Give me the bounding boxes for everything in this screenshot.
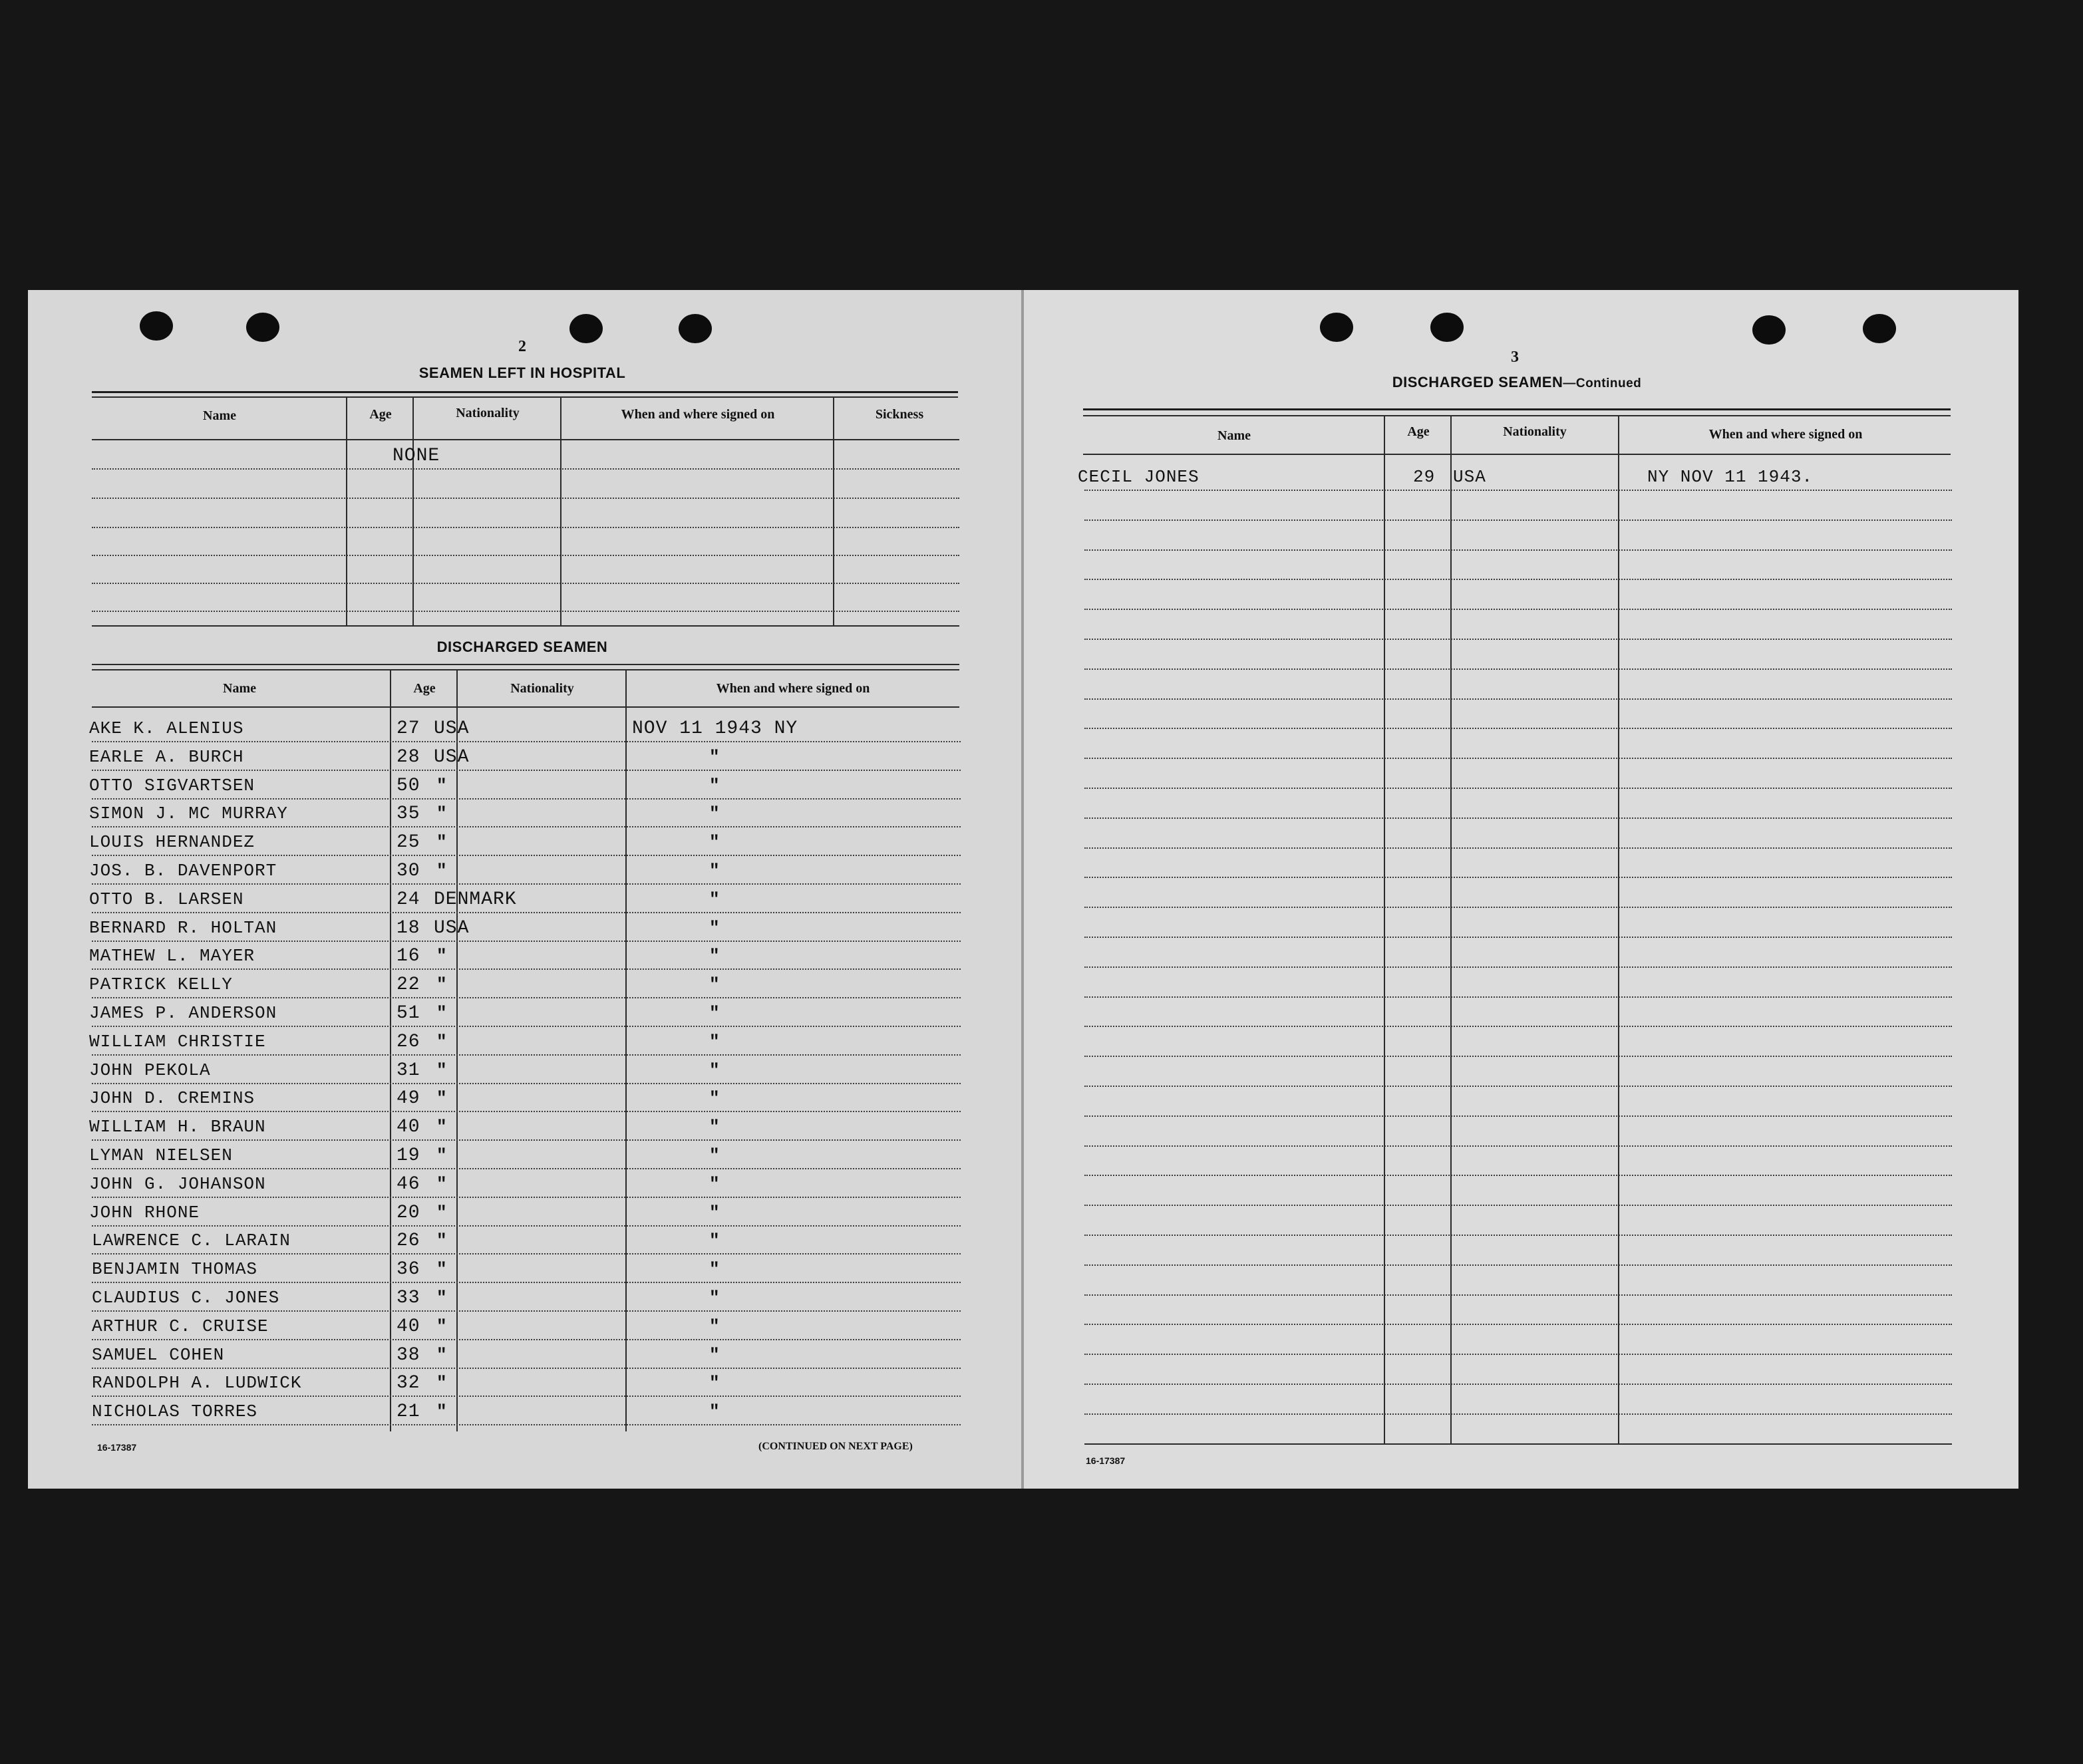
- seaman-signed-on: ": [709, 1231, 720, 1250]
- col-header-nationality: Nationality: [1503, 424, 1567, 439]
- seaman-age: 49: [397, 1088, 420, 1109]
- row-line: [1084, 698, 1952, 700]
- row-line: [1084, 1175, 1952, 1176]
- seaman-nationality: ": [436, 1203, 447, 1223]
- row-line: [1084, 519, 1952, 521]
- col-header-signed-on: When and where signed on: [716, 681, 870, 696]
- col-header-name: Name: [203, 408, 236, 423]
- seaman-name: LOUIS HERNANDEZ: [89, 832, 255, 852]
- seaman-nationality: ": [436, 776, 447, 796]
- seaman-name: MATHEW L. MAYER: [89, 946, 255, 966]
- row-line: [92, 855, 961, 856]
- row-line: [92, 1396, 961, 1397]
- seaman-name: JOS. B. DAVENPORT: [89, 861, 277, 881]
- seaman-age: 40: [397, 1316, 420, 1337]
- seaman-name: WILLIAM H. BRAUN: [89, 1117, 266, 1137]
- col-header-signed-on: When and where signed on: [621, 407, 775, 422]
- seaman-nationality: ": [436, 1117, 447, 1137]
- seaman-nationality: ": [436, 1259, 447, 1279]
- seaman-age: 50: [397, 776, 420, 796]
- seaman-name: OTTO SIGVARTSEN: [89, 776, 255, 796]
- seaman-name: LAWRENCE C. LARAIN: [92, 1231, 291, 1250]
- seaman-nationality: USA: [434, 747, 470, 768]
- seaman-name: WILLIAM CHRISTIE: [89, 1032, 266, 1052]
- seaman-age: 30: [397, 861, 420, 881]
- binder-hole: [246, 313, 279, 342]
- row-line: [1084, 1026, 1952, 1027]
- seaman-nationality: ": [436, 1401, 447, 1421]
- col-header-age: Age: [1407, 424, 1430, 439]
- seaman-age: 18: [397, 918, 420, 939]
- row-line: [92, 1225, 961, 1227]
- seaman-name: PATRICK KELLY: [89, 974, 233, 994]
- row-line: [92, 968, 961, 970]
- row-line: [92, 1026, 961, 1027]
- row-line: [1084, 1264, 1952, 1266]
- seaman-signed-on: ": [709, 974, 720, 994]
- seaman-nationality: ": [436, 1003, 447, 1023]
- col-header-name: Name: [223, 681, 256, 696]
- section-title-hospital: SEAMEN LEFT IN HOSPITAL: [418, 365, 626, 381]
- seaman-nationality: ": [436, 1316, 447, 1336]
- seaman-age: 40: [397, 1117, 420, 1137]
- col-header-signed-on: When and where signed on: [1708, 427, 1863, 442]
- binder-hole: [1863, 314, 1896, 343]
- title-text: DISCHARGED SEAMEN: [1392, 374, 1563, 390]
- col-header-nationality: Nationality: [456, 406, 520, 420]
- seaman-name: ARTHUR C. CRUISE: [92, 1316, 269, 1336]
- seaman-nationality: ": [436, 1174, 447, 1194]
- seaman-nationality: ": [436, 1231, 447, 1250]
- page-number: 3: [1511, 349, 1519, 366]
- binder-hole: [140, 311, 173, 341]
- seaman-signed-on: ": [709, 1003, 720, 1023]
- seaman-name: SIMON J. MC MURRAY: [89, 804, 288, 823]
- binder-hole: [679, 314, 712, 343]
- row-line: [1084, 639, 1952, 640]
- seaman-age: 24: [397, 889, 420, 910]
- page-number: 2: [518, 338, 526, 355]
- row-line: [92, 1368, 961, 1369]
- row-line: [92, 941, 961, 942]
- seaman-name: CLAUDIUS C. JONES: [92, 1288, 280, 1308]
- row-line: [1084, 668, 1952, 670]
- row-line: [92, 1168, 961, 1169]
- form-number: 16-17387: [1086, 1455, 1126, 1466]
- row-line: [92, 912, 961, 913]
- seaman-nationality: USA: [1453, 467, 1486, 487]
- seaman-signed-on: ": [709, 1032, 720, 1052]
- row-line: [92, 1083, 961, 1084]
- seaman-nationality: ": [436, 804, 447, 823]
- seaman-nationality: ": [436, 1145, 447, 1165]
- row-line: [1084, 1324, 1952, 1325]
- seaman-age: 19: [397, 1145, 420, 1166]
- seaman-age: 32: [397, 1373, 420, 1394]
- continued-note: (CONTINUED ON NEXT PAGE): [758, 1441, 913, 1452]
- row-line: [1084, 1354, 1952, 1355]
- seaman-name: OTTO B. LARSEN: [89, 889, 244, 909]
- binder-hole: [569, 314, 603, 343]
- section-title-discharged: DISCHARGED SEAMEN: [436, 639, 608, 655]
- seaman-signed-on: ": [709, 946, 720, 966]
- seaman-nationality: ": [436, 832, 447, 852]
- seaman-signed-on: ": [709, 889, 720, 909]
- row-line: [92, 1282, 961, 1283]
- form-number: 16-17387: [97, 1442, 137, 1453]
- seaman-signed-on: ": [709, 1174, 720, 1194]
- row-line: [92, 1253, 961, 1254]
- seaman-name: JOHN G. JOHANSON: [89, 1174, 266, 1194]
- seaman-signed-on: NOV 11 1943 NY: [632, 718, 798, 739]
- row-line: [92, 1054, 961, 1056]
- seaman-signed-on: ": [709, 1401, 720, 1421]
- row-line: [1084, 877, 1952, 878]
- row-line: [92, 883, 961, 885]
- seaman-age: 28: [397, 747, 420, 768]
- row-line: [1084, 788, 1952, 789]
- row-line: [92, 770, 961, 771]
- seaman-name: AKE K. ALENIUS: [89, 718, 244, 738]
- seaman-nationality: ": [436, 1373, 447, 1393]
- seaman-signed-on: ": [709, 1145, 720, 1165]
- seaman-signed-on: ": [709, 1288, 720, 1308]
- seaman-name: JOHN D. CREMINS: [89, 1088, 255, 1108]
- seaman-age: 26: [397, 1032, 420, 1052]
- seaman-age: 26: [397, 1231, 420, 1251]
- seaman-age: 33: [397, 1288, 420, 1308]
- row-line: [92, 826, 961, 827]
- col-header-age: Age: [413, 681, 436, 696]
- row-line: [1084, 490, 1952, 491]
- seaman-signed-on: ": [709, 804, 720, 823]
- seaman-age: 51: [397, 1003, 420, 1024]
- seaman-age: 21: [397, 1401, 420, 1422]
- seaman-signed-on: ": [709, 1345, 720, 1365]
- row-line: [1084, 937, 1952, 938]
- col-header-name: Name: [1217, 428, 1251, 443]
- seaman-signed-on: ": [709, 747, 720, 767]
- seaman-age: 22: [397, 974, 420, 995]
- row-line: [1084, 966, 1952, 968]
- row-line: [1084, 549, 1952, 551]
- row-line: [92, 1139, 961, 1141]
- row-line: [92, 1310, 961, 1312]
- row-line: [1084, 1115, 1952, 1117]
- seaman-nationality: ": [436, 1345, 447, 1365]
- binder-hole: [1430, 313, 1464, 342]
- seaman-age: 16: [397, 946, 420, 966]
- seaman-signed-on: ": [709, 918, 720, 938]
- seaman-age: 27: [397, 718, 420, 739]
- seaman-nationality: DENMARK: [434, 889, 517, 910]
- seaman-nationality: USA: [434, 718, 470, 739]
- seaman-signed-on: ": [709, 1203, 720, 1223]
- row-line: [1084, 579, 1952, 580]
- seaman-signed-on: ": [709, 1060, 720, 1080]
- row-line: [1084, 1205, 1952, 1206]
- row-line: [1084, 728, 1952, 729]
- seaman-name: NICHOLAS TORRES: [92, 1401, 258, 1421]
- row-line: [92, 798, 961, 800]
- seaman-nationality: ": [436, 946, 447, 966]
- seaman-name: LYMAN NIELSEN: [89, 1145, 233, 1165]
- row-line: [92, 1424, 961, 1425]
- seaman-name: SAMUEL COHEN: [92, 1345, 225, 1365]
- seaman-name: EARLE A. BURCH: [89, 747, 244, 767]
- seaman-name: JOHN PEKOLA: [89, 1060, 211, 1080]
- row-line: [92, 1339, 961, 1340]
- seaman-name: CECIL JONES: [1078, 467, 1200, 487]
- seaman-age: 36: [397, 1259, 420, 1280]
- row-line: [1084, 1235, 1952, 1236]
- seaman-nationality: ": [436, 1060, 447, 1080]
- seaman-nationality: USA: [434, 918, 470, 939]
- col-header-age: Age: [369, 407, 392, 422]
- seaman-signed-on: ": [709, 832, 720, 852]
- seaman-name: BERNARD R. HOLTAN: [89, 918, 277, 938]
- seaman-age: 20: [397, 1203, 420, 1223]
- hospital-entry: NONE: [393, 446, 440, 466]
- seaman-signed-on: ": [709, 1088, 720, 1108]
- seaman-signed-on: ": [709, 776, 720, 796]
- seaman-name: RANDOLPH A. LUDWICK: [92, 1373, 302, 1393]
- seaman-signed-on: ": [709, 1117, 720, 1137]
- seaman-name: JOHN RHONE: [89, 1203, 200, 1223]
- row-line: [1084, 847, 1952, 849]
- row-line: [92, 997, 961, 998]
- seaman-age: 29: [1413, 467, 1436, 487]
- binder-hole: [1752, 315, 1786, 345]
- seaman-nationality: ": [436, 974, 447, 994]
- seaman-signed-on: ": [709, 1316, 720, 1336]
- row-line: [92, 1197, 961, 1198]
- title-suffix: —Continued: [1563, 376, 1642, 390]
- row-line: [1084, 1294, 1952, 1296]
- col-header-sickness: Sickness: [875, 407, 924, 422]
- seaman-nationality: ": [436, 1032, 447, 1052]
- seaman-nationality: ": [436, 861, 447, 881]
- row-line: [1084, 1384, 1952, 1385]
- row-line: [1084, 1413, 1952, 1415]
- row-line: [1084, 758, 1952, 759]
- row-line: [1084, 1086, 1952, 1087]
- row-line: [1084, 996, 1952, 998]
- seaman-signed-on: ": [709, 861, 720, 881]
- seaman-age: 38: [397, 1345, 420, 1366]
- seaman-age: 35: [397, 804, 420, 824]
- table-bottom-line: [1084, 1443, 1952, 1445]
- row-line: [92, 1111, 961, 1112]
- section-title-discharged-continued: [1324, 374, 1710, 391]
- seaman-nationality: ": [436, 1288, 447, 1308]
- seaman-age: 25: [397, 832, 420, 853]
- seaman-nationality: ": [436, 1088, 447, 1108]
- row-line: [1084, 1056, 1952, 1057]
- binder-hole: [1320, 313, 1353, 342]
- row-line: [1084, 609, 1952, 610]
- row-line: [1084, 1145, 1952, 1147]
- seaman-name: JAMES P. ANDERSON: [89, 1003, 277, 1023]
- col-header-nationality: Nationality: [510, 681, 574, 696]
- seaman-signed-on: ": [709, 1373, 720, 1393]
- page-fold: [1021, 290, 1024, 1489]
- row-line: [1084, 907, 1952, 908]
- row-line: [92, 741, 961, 742]
- seaman-signed-on: NY NOV 11 1943.: [1647, 467, 1814, 487]
- seaman-signed-on: ": [709, 1259, 720, 1279]
- seaman-name: BENJAMIN THOMAS: [92, 1259, 258, 1279]
- seaman-age: 31: [397, 1060, 420, 1081]
- seaman-age: 46: [397, 1174, 420, 1195]
- row-line: [1084, 817, 1952, 819]
